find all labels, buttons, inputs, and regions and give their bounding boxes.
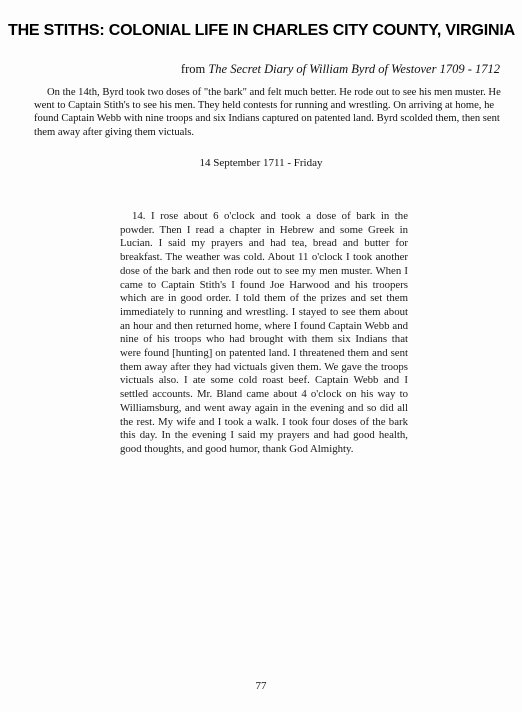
source-citation xyxy=(181,62,500,77)
page-number: 77 xyxy=(255,680,267,692)
diary-date-heading: 14 September 1711 - Friday xyxy=(199,157,323,169)
diary-entry-text: 14. I rose about 6 o'clock and took a dose of bark in the powder. Then I read a chapter in Hebrew and some Greek in Lucian. I said my prayers and had tea, bread and butter for breakfast. The weather was cold. About 11 o'clock I took another dose of the bark and then rode out to see my men muster. When I came to Captain Stith's I found Joe Harwood and his troopers which are in good order. I told them of the prizes and set them immediately to running and wrestling. I stayed to see them about an hour and then returned home, where I found Captain Webb and nine of his troops who had brought with them six Indians that were found [hunting] on patented land. I threatened them and sent them away after they had victuals given them. We gave the troops victuals also. I ate some cold roast beef. Captain Webb and I settled accounts. Mr. Bland came about 4 o'clock on his way to Williamsburg, and went away again in the evening and so did all the rest. My wife and I took a walk. I took four doses of the bark this day. In the evening I said my prayers and had good health, good thoughts, and good humor, thank God Almighty. xyxy=(120,210,408,455)
source-work-title: The Secret Diary of William Byrd of Westover 1709 - 1712 xyxy=(208,62,500,76)
source-prefix: from xyxy=(180,62,209,76)
page-title: THE STITHS: COLONIAL LIFE IN CHARLES CITY COUNTY, VIRGINIA xyxy=(8,22,515,39)
summary-paragraph: On the 14th, Byrd took two doses of "the bark" and felt much better. He rode out to see his men muster. He went to Captain Stith's to see his men. They held contests for running and wrestling. On arriving at home, he found Captain Webb with nine troops and six Indians captured on patented land. Byrd scolded them, then sent them away after giving them victuals. xyxy=(34,87,501,138)
